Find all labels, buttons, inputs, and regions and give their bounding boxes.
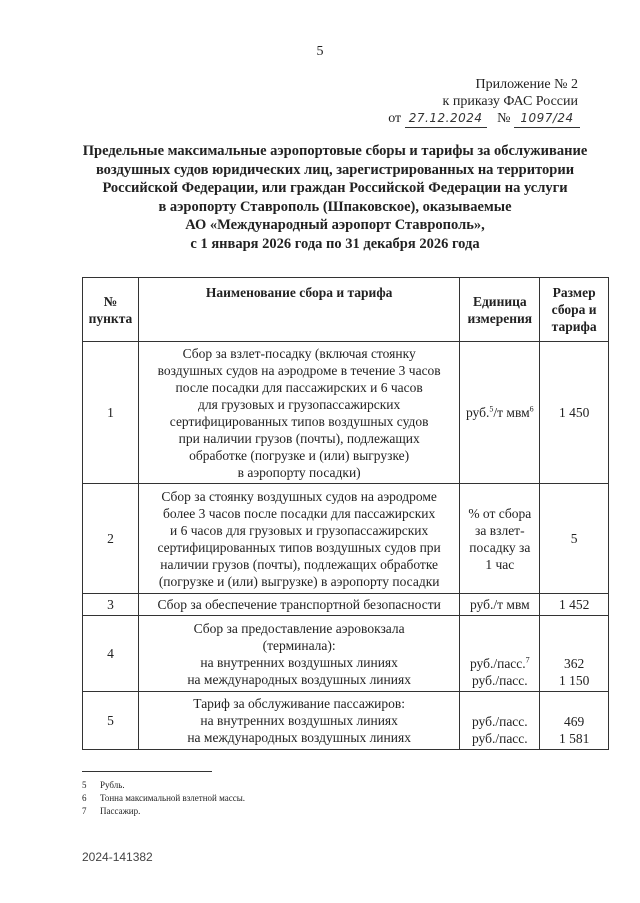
footnote-divider <box>82 771 212 772</box>
title-line: АО «Международный аэропорт Ставрополь», <box>185 217 485 233</box>
row-value: 1 450 <box>540 342 609 484</box>
table-row <box>83 616 609 692</box>
row-name: Сбор за взлет-посадку (включая стоянку воздушных судов на аэродроме в течение 3 часов после посадки для пассажирских и 6 часов для грузовых и грузопассажирских сертифицированных типов воздушных судов при наличии грузов (почты), подлежащих обработке (погрузке и (или) выгрузке) в аэропорту посадки) <box>138 342 459 484</box>
row-unit: руб./т мвм <box>460 594 540 616</box>
row-name: Сбор за обеспечение транспортной безопасности <box>138 594 459 616</box>
tariff-table <box>82 277 609 750</box>
table-row <box>83 484 609 594</box>
header-name: Наименование сбора и тарифа <box>138 278 459 342</box>
row-name: Тариф за обслуживание пассажиров: на внутренних воздушных линиях на международных воздушных линиях <box>138 692 459 750</box>
row-num: 5 <box>83 692 139 750</box>
row-value: 1 452 <box>540 594 609 616</box>
row-num: 4 <box>83 616 139 692</box>
table-header-row <box>83 278 609 342</box>
row-unit: руб./пасс. руб./пасс. <box>460 692 540 750</box>
row-value: 5 <box>540 484 609 594</box>
row-num: 1 <box>83 342 139 484</box>
footnote: 7 Пассажир. <box>82 806 141 816</box>
row-unit: % от сбора за взлет- посадку за 1 час <box>460 484 540 594</box>
handwritten-date: 27.12.2024 <box>405 110 487 128</box>
table-row <box>83 692 609 750</box>
handwritten-number: 1097/24 <box>514 110 580 128</box>
header-num: № пункта <box>83 278 139 342</box>
table-row <box>83 594 609 616</box>
row-name: Сбор за предоставление аэровокзала (терминала): на внутренних воздушных линиях на международных воздушных линиях <box>138 616 459 692</box>
row-unit: руб./пасс.$^7$ руб./пасс. <box>460 616 540 692</box>
date-prefix: от <box>388 111 402 126</box>
title-line: Предельные максимальные аэропортовые сборы и тарифы за обслуживание <box>82 143 588 159</box>
footnote: 5 Рубль. <box>82 780 125 790</box>
footnote: 6 Тонна максимальной взлетной массы. <box>82 793 245 803</box>
row-num: 2 <box>83 484 139 594</box>
header-unit: Единица измерения <box>460 278 540 342</box>
title-line: Российской Федерации, или граждан Российской Федерации на услуги <box>102 180 568 196</box>
title-line: с 1 января 2026 года по 31 декабря 2026 года <box>190 235 480 252</box>
row-name: Сбор за стоянку воздушных судов на аэродроме более 3 часов после посадки для пассажирских и 6 часов для грузовых и грузопассажирских сертифицированных типов воздушных судов при наличии грузов (почты), подлежащих обработке (погрузке и (или) выгрузке) в аэропорту посадки <box>138 484 459 594</box>
row-value: 362 1 150 <box>540 616 609 692</box>
appendix-title: Приложение № 2 <box>475 77 578 92</box>
row-num: 3 <box>83 594 139 616</box>
appendix-date-row <box>388 110 580 128</box>
header-size: Размер сбора и тарифа <box>540 278 609 342</box>
row-unit: руб.$^5$/т мвм$^6$ <box>460 342 540 484</box>
document-title <box>70 142 600 253</box>
document-number: 2024-141382 <box>82 850 153 864</box>
title-line: воздушных судов юридических лиц, зарегистрированных на территории <box>95 161 575 178</box>
table-row <box>83 342 609 484</box>
appendix-order: к приказу ФАС России <box>442 94 578 109</box>
page-number: 5 <box>316 44 324 59</box>
row-value: 469 1 581 <box>540 692 609 750</box>
title-line: в аэропорту Ставрополь (Шпаковское), оказываемые <box>158 198 512 215</box>
number-prefix: № <box>497 111 511 126</box>
